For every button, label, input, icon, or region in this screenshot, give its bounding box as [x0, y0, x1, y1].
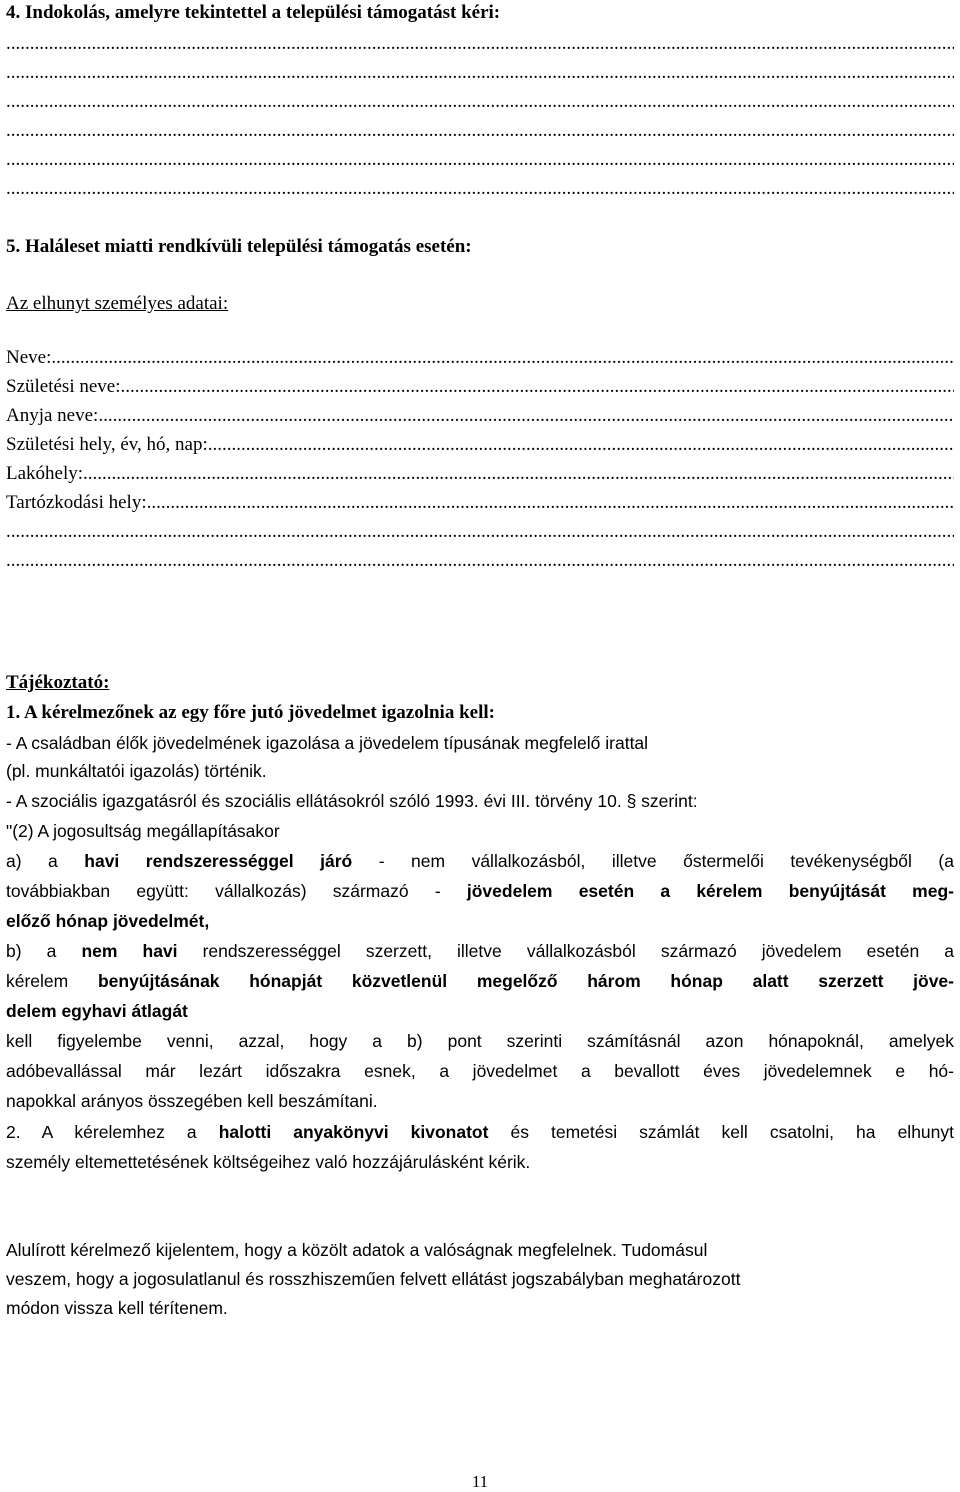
- info-c-line2: adóbevallással már lezárt időszakra esnek, a jövedelmet a bevallott éves jövedelemnek e hó-: [6, 1061, 954, 1081]
- info-a-line3: előző hónap jövedelmét,: [6, 911, 210, 931]
- field-stay-place-input[interactable]: [147, 492, 954, 514]
- field-stay-place-label: Tartózkodási hely:: [6, 492, 147, 513]
- field-stay-place[interactable]: [6, 492, 954, 514]
- field-birth-name-label: Születési neve:: [6, 376, 121, 397]
- field-birth-name[interactable]: [6, 376, 954, 398]
- reason-line-3[interactable]: [6, 91, 954, 113]
- reason-line-5[interactable]: [6, 149, 954, 171]
- info-a-line2: továbbiakban együtt: vállalkozás) származó - jövedelem esetén a kérelem benyújtását meg-: [6, 881, 954, 901]
- info-a-line1: a) a havi rendszerességgel járó - nem vállalkozásból, illetve őstermelői tevékenységből (a: [6, 851, 954, 871]
- info-item2-line2: személy eltemettetésének költségeihez való hozzájárulásként kérik.: [6, 1152, 531, 1172]
- field-birth-name-input[interactable]: [121, 376, 955, 398]
- declaration-line2: veszem, hogy a jogosulatlanul és rosszhiszeműen felvett ellátást jogszabályban meghatározott: [6, 1269, 741, 1289]
- field-mother-name[interactable]: [6, 405, 954, 427]
- field-stay-place-continuation-1[interactable]: [6, 521, 954, 543]
- info-b-line3: delem egyhavi átlagát: [6, 1001, 188, 1021]
- field-birth-place-date-label: Születési hely, év, hó, nap:: [6, 434, 208, 455]
- deceased-subheading: Az elhunyt személyes adatai:: [6, 293, 229, 314]
- info-title: Tájékoztató:: [6, 672, 110, 693]
- field-residence-label: Lakóhely:: [6, 463, 84, 484]
- info-quote-intro: "(2) A jogosultság megállapításakor: [6, 821, 280, 841]
- reason-line-1[interactable]: [6, 33, 954, 55]
- info-item1-heading: 1. A kérelmezőnek az egy főre jutó jövedelmet igazolnia kell:: [6, 702, 495, 723]
- section5-heading: 5. Haláleset miatti rendkívüli települési támogatás esetén:: [6, 236, 472, 257]
- field-residence[interactable]: [6, 463, 954, 485]
- field-name-input[interactable]: [51, 347, 954, 369]
- declaration-line3: módon vissza kell térítenem.: [6, 1298, 228, 1318]
- field-birth-place-date[interactable]: [6, 434, 954, 456]
- field-name[interactable]: [6, 347, 954, 369]
- info-item2-line1: 2. A kérelemhez a halotti anyakönyvi kivonatot és temetési számlát kell csatolni, ha elhunyt: [6, 1122, 954, 1142]
- info-c-line3: napokkal arányos összegében kell beszámítani.: [6, 1091, 378, 1111]
- info-b-line2: kérelem benyújtásának hónapját közvetlenül megelőző három hónap alatt szerzett jöve-: [6, 971, 954, 991]
- field-birth-place-date-input[interactable]: [208, 434, 954, 456]
- info-bullet1-line2: (pl. munkáltatói igazolás) történik.: [6, 761, 267, 781]
- info-b-line1: b) a nem havi rendszerességgel szerzett, illetve vállalkozásból származó jövedelem esetén a: [6, 941, 954, 961]
- field-stay-place-continuation-2[interactable]: [6, 550, 954, 572]
- reason-line-6[interactable]: [6, 178, 954, 200]
- reason-line-2[interactable]: [6, 62, 954, 84]
- declaration-line1: Alulírott kérelmező kijelentem, hogy a közölt adatok a valóságnak megfelelnek. Tudomásul: [6, 1240, 708, 1260]
- page-number: 11: [471, 1472, 489, 1491]
- reason-line-4[interactable]: [6, 120, 954, 142]
- field-residence-input[interactable]: [83, 463, 954, 485]
- info-c-line1: kell figyelembe venni, azzal, hogy a b) pont szerinti számításnál azon hónapoknál, amelyek: [6, 1031, 954, 1051]
- section4-heading: 4. Indokolás, amelyre tekintettel a települési támogatást kéri:: [6, 2, 501, 23]
- info-bullet2: - A szociális igazgatásról és szociális ellátásokról szóló 1993. évi III. törvény 10. § szerint:: [6, 791, 698, 811]
- field-mother-name-label: Anyja neve:: [6, 405, 99, 426]
- info-bullet1-line1: - A családban élők jövedelmének igazolása a jövedelem típusának megfelelő irattal: [6, 733, 649, 753]
- field-mother-name-input[interactable]: [98, 405, 954, 427]
- field-name-label: Neve:: [6, 347, 52, 368]
